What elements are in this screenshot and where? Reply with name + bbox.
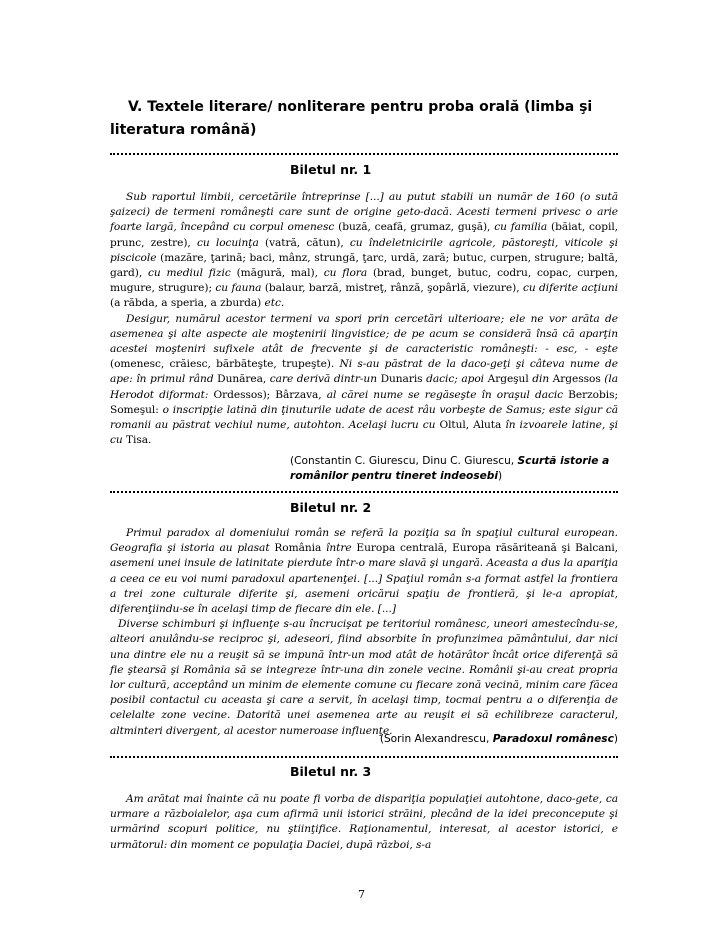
- section-heading: V. Textele literare/ nonliterare pentru proba orală (limba şi literatura română): [110, 99, 593, 138]
- ticket-1-text: [110, 190, 618, 448]
- ticket-1-paragraph-2: Desigur, numărul acestor termeni va spori prin cercetări ulterioare; ele ne vor arăta de asemenea şi alte aspecte ale moştenirii lingvistice; de pe acum se consideră însă că aparţin acestei moşteniri sufixele atât de frecvente şi de caracteristic româneşti: - esc, - eşte (omenesc, crăiesc, bărbăteşte, trupeşte). Ni s-au păstrat de la daco-geţi şi câteva nume de ape: în primul rând Dunărea, care derivă dintr-un Dunaris dacic; apoi Argeşul din Argessos (la Herodot diformat: Ordessos); Bârzava, al cărei nume se regăseşte în oraşul dacic Berzobis; Someşul: o inscripţie latină din ţinuturile udate de acest râu vorbeşte de Samus; este sigur că romanii au păstrat vechiul nume, autohton. Acelaşi lucru cu Oltul, Aluta în izvoarele latine, şi cu Tisa.: [110, 312, 618, 447]
- ticket-3-title: Biletul nr. 3: [290, 764, 372, 779]
- ticket-2-paragraph-1: Primul paradox al domeniului român se referă la poziţia sa în spaţiul cultural european. Geografia şi istoria au plasat România între Europa centrală, Europa răsăriteană şi Balcani, asemeni unei insule de latinitate pierdute într-o mare slavă şi ungară. Aceasta a dus la apariţia a ceea ce eu voi numi paradoxul apartenenţei. [...] Spaţiul român s-a format astfel la frontiera a trei zone culturale diferite şi, asemeni oricărui spaţiu de frontieră, şi le-a apropiat, diferenţiindu-se în acelaşi timp de fiecare din ele. [...]: [110, 527, 619, 616]
- ticket-2-title: Biletul nr. 2: [290, 500, 372, 515]
- ticket-1-source: (Constantin C. Giurescu, Dinu C. Giurescu, Scurtă istorie a românilor pentru tineret indeosebi): [290, 455, 610, 482]
- document-page: [110, 0, 618, 942]
- dotted-separator: [110, 491, 618, 497]
- dotted-separator: [110, 756, 618, 762]
- page-number: 7: [358, 888, 365, 901]
- ticket-3-text: [110, 792, 618, 853]
- ticket-2-paragraph-2: Diverse schimburi şi influenţe s-au încrucişat pe teritoriul românesc, uneori amestecîndu-se, alteori anulându-se reciproc şi, adeseori, fiind absorbite în profunzimea pământului, dar nici una dintre ele nu a reuşit să se impună într-un mod atât de hotărâtor încât orice diferenţă să fie ştearsă şi România să se integreze într-una din zonele vecine. Românii şi-au creat propria lor cultură, acceptând un minim de elemente comune cu fiecare zonă vecină, minim care făcea posibil contactul cu aceasta şi care a servit, în acelaşi timp, tocmai pentru a o diferenţia de celelalte zone vecine. Datorită unei asemenea arte au reuşit ei să echilibreze caracterul, altminteri divergent, al acestor numeroase influenţe.: [110, 618, 618, 737]
- ticket-1-paragraph-1: Sub raportul limbii, cercetările întreprinse [...] au putut stabili un număr de 160 (o sută şaizeci) de termeni româneşti care sunt de origine geto-dacă. Acesti termeni privesc o arie foarte largă, începând cu corpul omenesc (buză, ceafă, grumaz, guşă), cu familia (băiat, copil, prunc, zestre), cu locuinţa (vatră, cătun), cu îndeletnicirile agricole, păstoreşti, viticole şi piscicole (mazăre, ţarină; baci, mânz, strungă, ţarc, urdă, zară; butuc, curpen, strugure; baltă, gard), cu mediul fizic (măgură, mal), cu flora (brad, bunget, butuc, codru, copac, curpen, mugure, strugure); cu fauna (balaur, barză, mistreţ, rânză, şopârlă, viezure), cu diferite acţiuni (a răbda, a speria, a zburda) etc.: [110, 191, 618, 310]
- ticket-3-paragraph-1: Am arătat mai înainte că nu poate fi vorba de dispariţia populaţiei autohtone, daco-gete, ca urmare a războialelor, aşa cum afirmă unii istorici străini, plecând de la idei preconcepute şi urmărind scopuri politice, nu ştiinţifice. Raţionamentul, interesat, al acestor istorici, e următorul: din moment ce populaţia Daciei, după război, s-a: [110, 793, 618, 851]
- dotted-separator: [110, 153, 618, 159]
- ticket-1-title: Biletul nr. 1: [290, 162, 372, 177]
- ticket-2-text: [110, 526, 618, 739]
- ticket-2-source: (Sorin Alexandrescu, Paradoxul românesc): [379, 733, 618, 745]
